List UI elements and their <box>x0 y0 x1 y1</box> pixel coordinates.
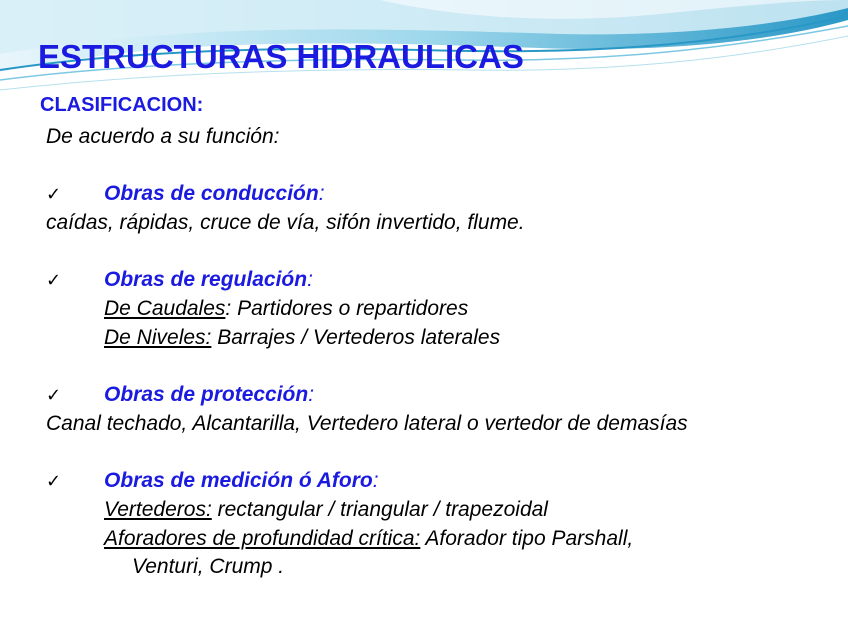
section-proteccion <box>46 381 836 410</box>
section-conduccion <box>46 180 836 209</box>
checkmark-icon: ✓ <box>46 270 62 291</box>
section-body: caídas, rápidas, cruce de vía, sifón invertido, flume. <box>46 211 525 235</box>
slide-title: ESTRUCTURAS HIDRAULICAS <box>38 38 524 75</box>
heading-colon: : <box>318 181 325 205</box>
sub-item-text: Aforador tipo Parshall, <box>420 526 634 550</box>
checkmark-icon: ✓ <box>46 183 62 205</box>
section-body: Canal techado, Alcantarilla, Vertedero lateral o vertedor de demasías <box>46 412 688 436</box>
section-heading: Obras de medición ó Aforo <box>104 468 373 492</box>
sub-item-text: Barrajes / Vertederos laterales <box>211 325 501 349</box>
sub-item-term: De Niveles: <box>104 325 212 349</box>
section-heading: Obras de conducción <box>104 181 319 205</box>
sub-item-colon: : <box>225 297 232 321</box>
sub-item <box>46 525 836 553</box>
section-regulacion <box>46 266 836 295</box>
sub-item <box>46 496 836 524</box>
sub-item <box>46 324 836 352</box>
sub-item-term: Vertederos: <box>104 498 212 522</box>
heading-colon: : <box>308 382 315 406</box>
section-heading: Obras de protección <box>104 382 309 406</box>
sub-item-continuation: Venturi, Crump . <box>132 555 285 579</box>
sub-item-text: Partidores o repartidores <box>231 297 469 321</box>
checkmark-icon: ✓ <box>46 470 62 492</box>
heading-colon: : <box>307 268 313 291</box>
slide-subtitle: CLASIFICACION: <box>40 94 204 116</box>
heading-colon: : <box>372 468 379 492</box>
sub-item-text: rectangular / triangular / trapezoidal <box>211 498 548 522</box>
sub-item <box>46 295 836 323</box>
slide-content <box>46 123 836 581</box>
sub-item-term: De Caudales <box>104 297 226 321</box>
sub-item-term: Aforadores de profundidad crítica: <box>104 526 421 550</box>
section-heading: Obras de regulación <box>104 268 308 291</box>
checkmark-icon: ✓ <box>46 384 62 406</box>
intro-text: De acuerdo a su función: <box>46 125 280 148</box>
section-medicion <box>46 467 836 496</box>
